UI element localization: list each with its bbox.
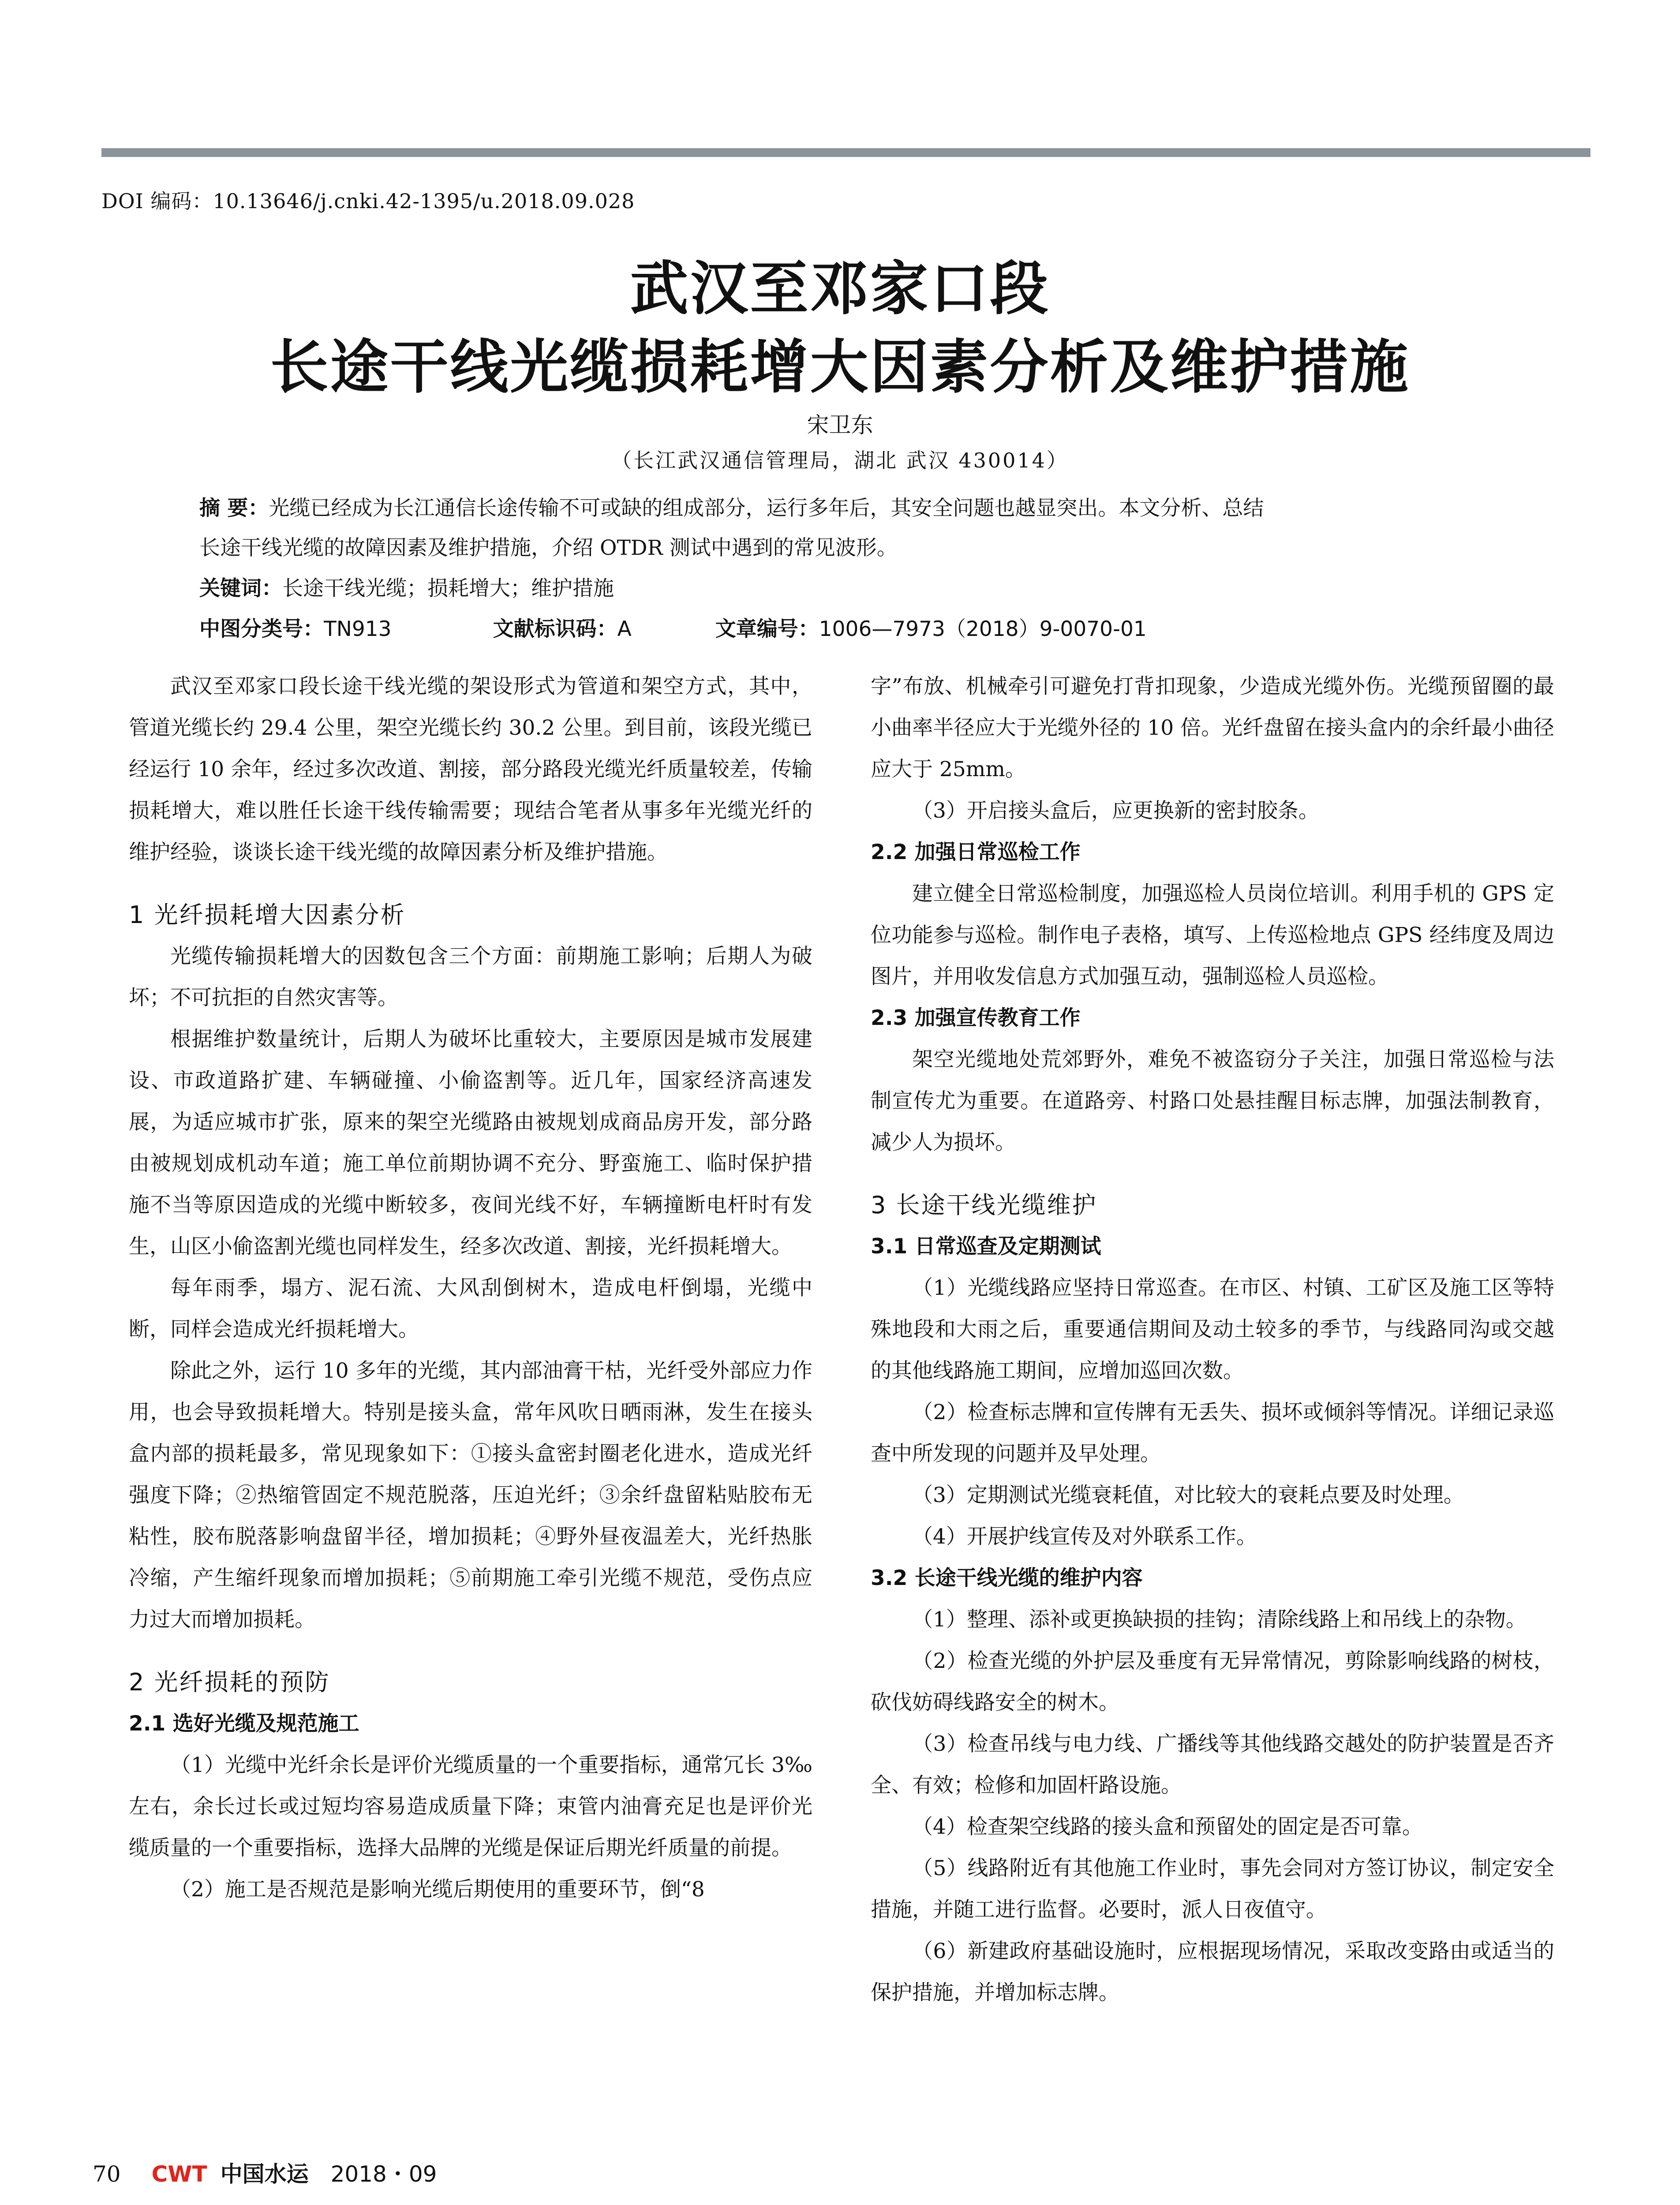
section-heading-2: 2 光纤损耗的预防 [129, 1668, 330, 1696]
doi-line: DOI 编码：10.13646/j.cnki.42-1395/u.2018.09.028 [101, 189, 635, 213]
abstract-line-2: 长途干线光缆的故障因素及维护措施，介绍 OTDR 测试中遇到的常见波形。 [199, 536, 898, 560]
page-number: 70 [93, 2161, 121, 2187]
title-line-1: 武汉至邓家口段 [630, 255, 1050, 323]
keywords-text: 长途干线光缆；损耗增大；维护措施 [282, 576, 614, 601]
paragraph: （6）新建政府基础设施时，应根据现场情况，采取改变路由或适当的保护措施，并增加标志牌。 [871, 1939, 1554, 2005]
article-number-value: 1006—7973（2018）9-0070-01 [819, 617, 1147, 641]
paragraph: （2）检查标志牌和宣传牌有无丢失、损坏或倾斜等情况。详细记录巡查中所发现的问题并及早处理。 [871, 1400, 1554, 1466]
paragraph: 建立健全日常巡检制度，加强巡检人员岗位培训。利用手机的 GPS 定位功能参与巡检。制作电子表格，填写、上传巡检地点 GPS 经纬度及周边图片，并用收发信息方式加强互动，强制巡检人员巡检。 [871, 882, 1554, 989]
paragraph: 字”布放、机械牵引可避免打背扣现象，少造成光缆外伤。光缆预留圈的最小曲率半径应大于光缆外径的 10 倍。光纤盘留在接头盒内的余纤最小曲径应大于 25mm。 [871, 674, 1554, 781]
abstract [199, 489, 1500, 568]
subsection-heading-2-2: 2.2 加强日常巡检工作 [871, 840, 1081, 864]
journal-brand-logo: CWT [151, 2161, 207, 2187]
journal-issue: 2018・09 [330, 2161, 437, 2187]
paragraph: （1）光缆线路应坚持日常巡查。在市区、村镇、工矿区及施工区等特殊地段和大雨之后，重要通信期间及动土较多的季节，与线路同沟或交越的其他线路施工期间，应增加巡回次数。 [871, 1276, 1554, 1383]
section-heading-3: 3 长途干线光缆维护 [871, 1191, 1097, 1219]
page-footer [93, 2156, 437, 2188]
author: 宋卫东 [807, 412, 873, 438]
doc-code-value: A [617, 617, 632, 641]
classification-line [199, 609, 1500, 649]
clc-label: 中图分类号： [199, 617, 324, 641]
paragraph: （1）整理、添补或更换缺损的挂钩；清除线路上和吊线上的杂物。 [912, 1607, 1527, 1632]
article-number-label: 文章编号： [715, 617, 819, 641]
subsection-heading-3-1: 3.1 日常巡查及定期测试 [871, 1234, 1101, 1259]
right-column [871, 666, 1554, 2014]
top-rule [101, 148, 1590, 157]
keywords-label: 关键词： [199, 576, 282, 601]
paragraph: （3）开启接头盒后，应更换新的密封胶条。 [912, 799, 1319, 823]
abstract-label: 摘 要： [199, 496, 269, 520]
section-heading-1: 1 光纤损耗增大因素分析 [129, 901, 406, 929]
paragraph: 除此之外，运行 10 多年的光缆，其内部油膏干枯，光纤受外部应力作用，也会导致损耗增大。特别是接头盒，常年风吹日晒雨淋，发生在接头盒内部的损耗最多，常见现象如下：①接头盒密封圈老化进水，造成光纤强度下降；②热缩管固定不规范脱落，压迫光纤；③余纤盘留粘贴胶布无粘性，胶布脱落影响盘留半径，增加损耗；④野外昼夜温差大，光纤热胀冷缩，产生缩纤现象而增加损耗；⑤前期施工牵引光缆不规范，受伤点应力过大而增加损耗。 [129, 1359, 812, 1632]
paragraph: 光缆传输损耗增大的因数包含三个方面：前期施工影响；后期人为破坏；不可抗拒的自然灾害等。 [129, 944, 812, 1010]
abstract-text-1: 光缆已经成为长江通信长途传输不可或缺的组成部分，运行多年后，其安全问题也越显突出。本文分析、总结 [269, 496, 1264, 520]
paragraph: 每年雨季，塌方、泥石流、大风刮倒树木，造成电杆倒塌，光缆中断，同样会造成光纤损耗增大。 [129, 1276, 812, 1342]
paragraph: 武汉至邓家口段长途干线光缆的架设形式为管道和架空方式，其中，管道光缆长约 29.4 公里，架空光缆长约 30.2 公里。到目前，该段光缆已经运行 10 余年，经过多次改道、割接，部分路段光缆光纤质量较差，传输损耗增大，难以胜任长途干线传输需要；现结合笔者从事多年光缆光纤的维护经验，谈谈长途干线光缆的故障因素分析及维护措施。 [129, 674, 812, 864]
left-column [129, 666, 812, 1910]
paragraph: （2）检查光缆的外护层及垂度有无异常情况，剪除影响线路的树枝，砍伐妨碍线路安全的树木。 [871, 1649, 1554, 1715]
doc-code-label: 文献标识码： [493, 617, 617, 641]
paragraph: 架空光缆地处荒郊野外，难免不被盗窃分子关注，加强日常巡检与法制宣传尤为重要。在道路旁、村路口处悬挂醒目标志牌，加强法制教育，减少人为损坏。 [871, 1047, 1554, 1155]
abstract-line-1 [199, 489, 1500, 528]
paragraph: （1）光缆中光纤余长是评价光缆质量的一个重要指标，通常冗长 3‰左右，余长过长或过短均容易造成质量下降；束管内油膏充足也是评价光缆质量的一个重要指标，选择大品牌的光缆是保证后期光纤质量的前提。 [129, 1753, 812, 1860]
subsection-heading-3-2: 3.2 长途干线光缆的维护内容 [871, 1566, 1143, 1590]
journal-name: 中国水运 [220, 2161, 309, 2187]
paragraph: 根据维护数量统计，后期人为破坏比重较大，主要原因是城市发展建设、市政道路扩建、车辆碰撞、小偷盗割等。近几年，国家经济高速发展，为适应城市扩张，原来的架空光缆路由被规划成商品房开发，部分路由被规划成机动车道；施工单位前期协调不充分、野蛮施工、临时保护措施不当等原因造成的光缆中断较多，夜间光线不好，车辆撞断电杆时有发生，山区小偷盗割光缆也同样发生，经多次改道、割接，光纤损耗增大。 [129, 1027, 812, 1259]
keywords [199, 569, 1500, 609]
subsection-heading-2-1: 2.1 选好光缆及规范施工 [129, 1712, 359, 1736]
subsection-heading-2-3: 2.3 加强宣传教育工作 [871, 1006, 1081, 1030]
clc-value: TN913 [324, 617, 392, 641]
affiliation: （长江武汉通信管理局，湖北 武汉 430014） [611, 448, 1069, 472]
paragraph: （2）施工是否规范是影响光缆后期使用的重要环节，倒“8 [170, 1877, 705, 1902]
paragraph: （3）检查吊线与电力线、广播线等其他线路交越处的防护装置是否齐全、有效；检修和加固杆路设施。 [871, 1732, 1554, 1798]
paragraph: （4）检查架空线路的接头盒和预留处的固定是否可靠。 [912, 1815, 1423, 1839]
paragraph: （5）线路附近有其他施工作业时，事先会同对方签订协议，制定安全措施，并随工进行监督。必要时，派人日夜值守。 [871, 1856, 1554, 1922]
paragraph: （3）定期测试光缆衰耗值，对比较大的衰耗点要及时处理。 [912, 1483, 1464, 1507]
paragraph: （4）开展护线宣传及对外联系工作。 [912, 1525, 1257, 1549]
title-line-2: 长途干线光缆损耗增大因素分析及维护措施 [270, 333, 1410, 401]
